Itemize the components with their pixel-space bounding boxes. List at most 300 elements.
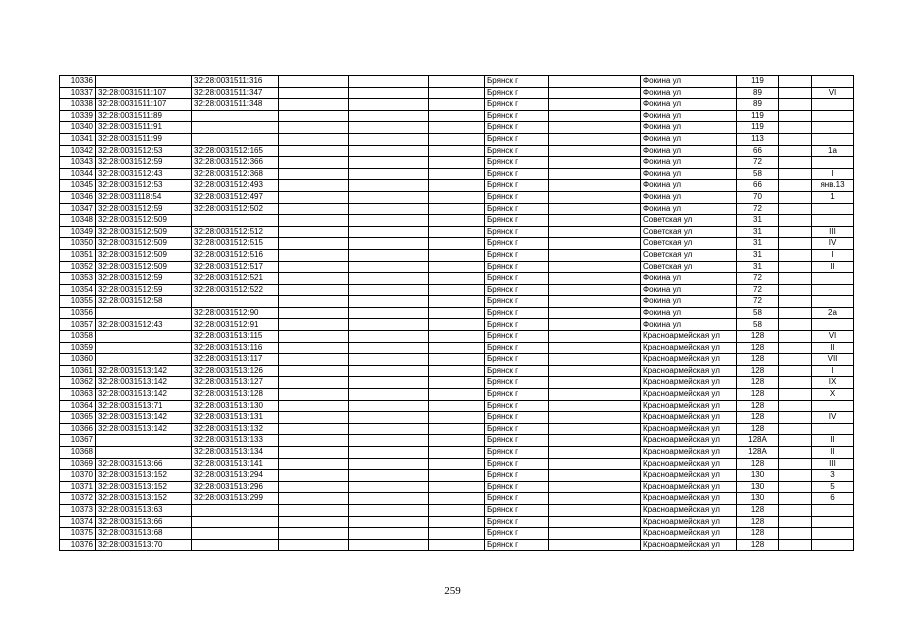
cell-street: Фокина ул bbox=[641, 99, 737, 111]
cell-record-number: 10374 bbox=[60, 516, 96, 528]
cell-room-number: IX bbox=[812, 377, 854, 389]
cell-house-number: 119 bbox=[737, 110, 779, 122]
cell-object-number bbox=[192, 516, 279, 528]
cell-object-number: 32:28:0031513:294 bbox=[192, 470, 279, 482]
cell-empty bbox=[349, 273, 429, 285]
table-row bbox=[60, 528, 854, 540]
cell-object-number: 32:28:0031511:316 bbox=[192, 76, 279, 88]
cell-street: Красноармейская ул bbox=[641, 528, 737, 540]
cell-record-number: 10363 bbox=[60, 389, 96, 401]
cell-city: Брянск г bbox=[485, 261, 549, 273]
cell-object-number: 32:28:0031513:117 bbox=[192, 354, 279, 366]
cell-city: Брянск г bbox=[485, 481, 549, 493]
cell-object-number bbox=[192, 539, 279, 551]
cell-empty bbox=[779, 389, 812, 401]
cell-empty bbox=[279, 157, 349, 169]
cell-city: Брянск г bbox=[485, 180, 549, 192]
cell-cadastral-number: 32:28:0031512:53 bbox=[96, 180, 192, 192]
cell-house-number: 58 bbox=[737, 307, 779, 319]
cell-empty bbox=[779, 145, 812, 157]
cell-street: Фокина ул bbox=[641, 273, 737, 285]
cell-empty bbox=[279, 180, 349, 192]
cell-house-number: 128 bbox=[737, 342, 779, 354]
cell-empty bbox=[349, 342, 429, 354]
cell-object-number: 32:28:0031513:128 bbox=[192, 389, 279, 401]
table-row bbox=[60, 400, 854, 412]
cell-empty bbox=[549, 122, 641, 134]
table-row bbox=[60, 203, 854, 215]
table-row bbox=[60, 435, 854, 447]
cell-empty bbox=[429, 296, 485, 308]
cell-room-number: X bbox=[812, 389, 854, 401]
cell-empty bbox=[429, 470, 485, 482]
cell-empty bbox=[279, 528, 349, 540]
registry-table-body bbox=[60, 76, 854, 551]
cell-empty bbox=[549, 76, 641, 88]
cell-empty bbox=[279, 342, 349, 354]
cell-room-number: III bbox=[812, 226, 854, 238]
cell-room-number: VII bbox=[812, 354, 854, 366]
cell-empty bbox=[429, 365, 485, 377]
cell-empty bbox=[429, 377, 485, 389]
cell-empty bbox=[349, 516, 429, 528]
cell-empty bbox=[779, 342, 812, 354]
cell-empty bbox=[549, 99, 641, 111]
cell-empty bbox=[429, 435, 485, 447]
cell-empty bbox=[549, 516, 641, 528]
cell-empty bbox=[779, 319, 812, 331]
table-row bbox=[60, 99, 854, 111]
cell-city: Брянск г bbox=[485, 400, 549, 412]
table-row bbox=[60, 354, 854, 366]
cell-empty bbox=[549, 191, 641, 203]
cell-city: Брянск г bbox=[485, 516, 549, 528]
cell-object-number: 32:28:0031513:296 bbox=[192, 481, 279, 493]
cell-empty bbox=[279, 377, 349, 389]
table-row bbox=[60, 481, 854, 493]
cell-empty bbox=[549, 203, 641, 215]
cell-room-number: II bbox=[812, 447, 854, 459]
cell-cadastral-number: 32:28:0031513:152 bbox=[96, 470, 192, 482]
cell-empty bbox=[349, 504, 429, 516]
cell-house-number: 89 bbox=[737, 99, 779, 111]
cell-house-number: 128 bbox=[737, 528, 779, 540]
cell-street: Красноармейская ул bbox=[641, 447, 737, 459]
cell-empty bbox=[779, 331, 812, 343]
cell-street: Фокина ул bbox=[641, 133, 737, 145]
table-row bbox=[60, 365, 854, 377]
cell-record-number: 10339 bbox=[60, 110, 96, 122]
cell-empty bbox=[549, 180, 641, 192]
cell-record-number: 10346 bbox=[60, 191, 96, 203]
cell-street: Красноармейская ул bbox=[641, 458, 737, 470]
cell-room-number bbox=[812, 215, 854, 227]
cell-city: Брянск г bbox=[485, 377, 549, 389]
cell-house-number: 72 bbox=[737, 273, 779, 285]
cell-record-number: 10362 bbox=[60, 377, 96, 389]
cell-record-number: 10343 bbox=[60, 157, 96, 169]
cell-city: Брянск г bbox=[485, 435, 549, 447]
cell-empty bbox=[349, 377, 429, 389]
cell-empty bbox=[549, 307, 641, 319]
cell-empty bbox=[549, 238, 641, 250]
cell-room-number: VI bbox=[812, 87, 854, 99]
cell-city: Брянск г bbox=[485, 76, 549, 88]
table-row bbox=[60, 145, 854, 157]
cell-empty bbox=[549, 215, 641, 227]
cell-empty bbox=[779, 458, 812, 470]
cell-empty bbox=[429, 145, 485, 157]
cell-empty bbox=[279, 145, 349, 157]
cell-empty bbox=[779, 470, 812, 482]
cell-house-number: 31 bbox=[737, 249, 779, 261]
cell-room-number bbox=[812, 76, 854, 88]
cell-record-number: 10364 bbox=[60, 400, 96, 412]
cell-empty bbox=[279, 284, 349, 296]
cell-cadastral-number: 32:28:0031511:107 bbox=[96, 87, 192, 99]
cell-city: Брянск г bbox=[485, 331, 549, 343]
cell-record-number: 10350 bbox=[60, 238, 96, 250]
cell-empty bbox=[429, 87, 485, 99]
cell-empty bbox=[279, 87, 349, 99]
cell-city: Брянск г bbox=[485, 307, 549, 319]
cell-empty bbox=[279, 365, 349, 377]
cell-record-number: 10360 bbox=[60, 354, 96, 366]
cell-house-number: 128 bbox=[737, 331, 779, 343]
cell-street: Фокина ул bbox=[641, 203, 737, 215]
table-row bbox=[60, 296, 854, 308]
cell-empty bbox=[349, 400, 429, 412]
cell-empty bbox=[779, 168, 812, 180]
cell-empty bbox=[549, 133, 641, 145]
cell-record-number: 10375 bbox=[60, 528, 96, 540]
cell-city: Брянск г bbox=[485, 238, 549, 250]
cell-empty bbox=[549, 389, 641, 401]
cell-empty bbox=[349, 157, 429, 169]
cell-record-number: 10342 bbox=[60, 145, 96, 157]
cell-room-number: 1 bbox=[812, 191, 854, 203]
cell-street: Красноармейская ул bbox=[641, 377, 737, 389]
cell-empty bbox=[279, 354, 349, 366]
cell-street: Советская ул bbox=[641, 261, 737, 273]
cell-empty bbox=[349, 365, 429, 377]
cell-empty bbox=[349, 539, 429, 551]
cell-empty bbox=[279, 307, 349, 319]
cell-city: Брянск г bbox=[485, 168, 549, 180]
cell-room-number bbox=[812, 516, 854, 528]
cell-cadastral-number: 32:28:0031512:53 bbox=[96, 145, 192, 157]
table-row bbox=[60, 157, 854, 169]
cell-house-number: 31 bbox=[737, 238, 779, 250]
cell-record-number: 10341 bbox=[60, 133, 96, 145]
cell-empty bbox=[279, 261, 349, 273]
cell-empty bbox=[279, 470, 349, 482]
cell-object-number bbox=[192, 504, 279, 516]
cell-cadastral-number bbox=[96, 435, 192, 447]
cell-street: Фокина ул bbox=[641, 145, 737, 157]
cell-empty bbox=[429, 261, 485, 273]
cell-empty bbox=[549, 412, 641, 424]
cell-house-number: 128 bbox=[737, 389, 779, 401]
cell-object-number: 32:28:0031511:347 bbox=[192, 87, 279, 99]
cell-empty bbox=[779, 249, 812, 261]
cell-cadastral-number: 32:28:0031511:99 bbox=[96, 133, 192, 145]
cell-city: Брянск г bbox=[485, 423, 549, 435]
cell-empty bbox=[549, 273, 641, 285]
cell-house-number: 128 bbox=[737, 423, 779, 435]
cell-house-number: 31 bbox=[737, 261, 779, 273]
cell-empty bbox=[349, 110, 429, 122]
cell-empty bbox=[279, 400, 349, 412]
cell-cadastral-number: 32:28:0031512:43 bbox=[96, 168, 192, 180]
cell-empty bbox=[349, 331, 429, 343]
cell-street: Красноармейская ул bbox=[641, 470, 737, 482]
cell-record-number: 10344 bbox=[60, 168, 96, 180]
table-row bbox=[60, 168, 854, 180]
cell-empty bbox=[279, 99, 349, 111]
cell-record-number: 10358 bbox=[60, 331, 96, 343]
cell-room-number: 2а bbox=[812, 307, 854, 319]
cell-empty bbox=[349, 458, 429, 470]
cell-room-number bbox=[812, 528, 854, 540]
cell-room-number bbox=[812, 400, 854, 412]
cell-empty bbox=[549, 296, 641, 308]
cell-empty bbox=[779, 481, 812, 493]
cell-city: Брянск г bbox=[485, 389, 549, 401]
cell-object-number: 32:28:0031512:90 bbox=[192, 307, 279, 319]
cell-empty bbox=[429, 331, 485, 343]
cell-cadastral-number: 32:28:0031512:59 bbox=[96, 203, 192, 215]
cell-house-number: 128А bbox=[737, 435, 779, 447]
cell-object-number: 32:28:0031512:502 bbox=[192, 203, 279, 215]
cell-empty bbox=[429, 76, 485, 88]
cell-city: Брянск г bbox=[485, 110, 549, 122]
cell-empty bbox=[429, 447, 485, 459]
cell-room-number: I bbox=[812, 365, 854, 377]
cell-object-number: 32:28:0031512:515 bbox=[192, 238, 279, 250]
cell-empty bbox=[349, 203, 429, 215]
cell-object-number: 32:28:0031512:517 bbox=[192, 261, 279, 273]
cell-street: Фокина ул bbox=[641, 76, 737, 88]
cell-empty bbox=[779, 273, 812, 285]
cell-object-number: 32:28:0031512:165 bbox=[192, 145, 279, 157]
cell-empty bbox=[779, 307, 812, 319]
cell-room-number bbox=[812, 99, 854, 111]
cell-room-number bbox=[812, 296, 854, 308]
cell-street: Красноармейская ул bbox=[641, 504, 737, 516]
cell-city: Брянск г bbox=[485, 493, 549, 505]
cell-record-number: 10367 bbox=[60, 435, 96, 447]
cell-room-number bbox=[812, 133, 854, 145]
cell-empty bbox=[429, 122, 485, 134]
cell-record-number: 10355 bbox=[60, 296, 96, 308]
cell-empty bbox=[549, 261, 641, 273]
cell-cadastral-number: 32:28:0031118:54 bbox=[96, 191, 192, 203]
cell-empty bbox=[429, 423, 485, 435]
cell-house-number: 72 bbox=[737, 296, 779, 308]
cell-house-number: 70 bbox=[737, 191, 779, 203]
cell-empty bbox=[779, 528, 812, 540]
cell-empty bbox=[549, 157, 641, 169]
cell-record-number: 10366 bbox=[60, 423, 96, 435]
cell-street: Советская ул bbox=[641, 238, 737, 250]
cell-empty bbox=[279, 215, 349, 227]
table-row bbox=[60, 342, 854, 354]
table-row bbox=[60, 87, 854, 99]
cell-empty bbox=[349, 296, 429, 308]
cell-empty bbox=[549, 331, 641, 343]
cell-empty bbox=[549, 400, 641, 412]
cell-empty bbox=[549, 354, 641, 366]
cell-house-number: 72 bbox=[737, 284, 779, 296]
cell-empty bbox=[279, 435, 349, 447]
cell-empty bbox=[279, 226, 349, 238]
cell-empty bbox=[429, 528, 485, 540]
table-row bbox=[60, 423, 854, 435]
cell-empty bbox=[549, 319, 641, 331]
cell-city: Брянск г bbox=[485, 365, 549, 377]
table-row bbox=[60, 110, 854, 122]
table-row bbox=[60, 539, 854, 551]
cell-empty bbox=[279, 516, 349, 528]
cell-object-number: 32:28:0031513:132 bbox=[192, 423, 279, 435]
cell-city: Брянск г bbox=[485, 296, 549, 308]
cell-record-number: 10354 bbox=[60, 284, 96, 296]
cell-empty bbox=[349, 191, 429, 203]
cell-record-number: 10356 bbox=[60, 307, 96, 319]
cell-empty bbox=[779, 76, 812, 88]
cell-record-number: 10347 bbox=[60, 203, 96, 215]
cell-empty bbox=[349, 435, 429, 447]
cell-house-number: 113 bbox=[737, 133, 779, 145]
table-row bbox=[60, 249, 854, 261]
cell-object-number: 32:28:0031512:366 bbox=[192, 157, 279, 169]
cell-empty bbox=[549, 423, 641, 435]
cell-empty bbox=[549, 284, 641, 296]
page-number: 259 bbox=[444, 585, 461, 597]
cell-record-number: 10368 bbox=[60, 447, 96, 459]
cell-city: Брянск г bbox=[485, 273, 549, 285]
cell-city: Брянск г bbox=[485, 528, 549, 540]
cell-city: Брянск г bbox=[485, 412, 549, 424]
cell-room-number: 5 bbox=[812, 481, 854, 493]
cell-object-number: 32:28:0031513:127 bbox=[192, 377, 279, 389]
table-row bbox=[60, 307, 854, 319]
cell-empty bbox=[779, 423, 812, 435]
cell-empty bbox=[349, 145, 429, 157]
cell-street: Красноармейская ул bbox=[641, 423, 737, 435]
table-row bbox=[60, 122, 854, 134]
cell-empty bbox=[349, 87, 429, 99]
table-row bbox=[60, 180, 854, 192]
cell-empty bbox=[779, 539, 812, 551]
cell-city: Брянск г bbox=[485, 470, 549, 482]
cell-empty bbox=[429, 157, 485, 169]
cell-empty bbox=[779, 284, 812, 296]
table-row bbox=[60, 319, 854, 331]
cell-city: Брянск г bbox=[485, 99, 549, 111]
cell-room-number: I bbox=[812, 168, 854, 180]
cell-empty bbox=[349, 423, 429, 435]
cell-empty bbox=[779, 157, 812, 169]
cell-empty bbox=[429, 284, 485, 296]
cell-city: Брянск г bbox=[485, 319, 549, 331]
cell-street: Фокина ул bbox=[641, 87, 737, 99]
cell-cadastral-number: 32:28:0031511:91 bbox=[96, 122, 192, 134]
cell-empty bbox=[779, 203, 812, 215]
cell-cadastral-number: 32:28:0031511:107 bbox=[96, 99, 192, 111]
cell-empty bbox=[279, 504, 349, 516]
cell-empty bbox=[779, 110, 812, 122]
table-row bbox=[60, 284, 854, 296]
cell-empty bbox=[349, 447, 429, 459]
cell-room-number: III bbox=[812, 458, 854, 470]
cell-empty bbox=[279, 110, 349, 122]
cell-object-number: 32:28:0031513:131 bbox=[192, 412, 279, 424]
cell-city: Брянск г bbox=[485, 157, 549, 169]
cell-object-number: 32:28:0031513:134 bbox=[192, 447, 279, 459]
cell-empty bbox=[349, 122, 429, 134]
cell-empty bbox=[429, 412, 485, 424]
cell-object-number: 32:28:0031512:497 bbox=[192, 191, 279, 203]
cell-record-number: 10348 bbox=[60, 215, 96, 227]
cell-empty bbox=[549, 481, 641, 493]
cell-house-number: 128А bbox=[737, 447, 779, 459]
cell-room-number bbox=[812, 423, 854, 435]
cell-street: Фокина ул bbox=[641, 180, 737, 192]
cell-empty bbox=[279, 412, 349, 424]
cell-empty bbox=[279, 481, 349, 493]
cell-empty bbox=[549, 110, 641, 122]
cell-empty bbox=[349, 249, 429, 261]
cell-empty bbox=[349, 354, 429, 366]
cell-street: Советская ул bbox=[641, 215, 737, 227]
cell-street: Фокина ул bbox=[641, 110, 737, 122]
cell-object-number: 32:28:0031513:133 bbox=[192, 435, 279, 447]
cell-room-number: 1а bbox=[812, 145, 854, 157]
cell-empty bbox=[779, 226, 812, 238]
cell-cadastral-number: 32:28:0031513:142 bbox=[96, 412, 192, 424]
cell-empty bbox=[349, 307, 429, 319]
table-row bbox=[60, 331, 854, 343]
cell-empty bbox=[279, 191, 349, 203]
cell-empty bbox=[549, 87, 641, 99]
cell-empty bbox=[779, 180, 812, 192]
cell-room-number: IV bbox=[812, 238, 854, 250]
cell-empty bbox=[429, 215, 485, 227]
registry-table bbox=[59, 75, 854, 551]
cell-empty bbox=[429, 354, 485, 366]
cell-empty bbox=[349, 493, 429, 505]
cell-room-number bbox=[812, 539, 854, 551]
table-row bbox=[60, 493, 854, 505]
cell-record-number: 10370 bbox=[60, 470, 96, 482]
cell-street: Красноармейская ул bbox=[641, 481, 737, 493]
cell-city: Брянск г bbox=[485, 342, 549, 354]
cell-empty bbox=[429, 516, 485, 528]
cell-room-number bbox=[812, 122, 854, 134]
cell-empty bbox=[549, 504, 641, 516]
cell-empty bbox=[349, 215, 429, 227]
table-row bbox=[60, 226, 854, 238]
table-row bbox=[60, 191, 854, 203]
cell-object-number: 32:28:0031512:493 bbox=[192, 180, 279, 192]
cell-record-number: 10376 bbox=[60, 539, 96, 551]
cell-street: Фокина ул bbox=[641, 122, 737, 134]
cell-street: Фокина ул bbox=[641, 319, 737, 331]
cell-empty bbox=[779, 412, 812, 424]
cell-cadastral-number bbox=[96, 354, 192, 366]
